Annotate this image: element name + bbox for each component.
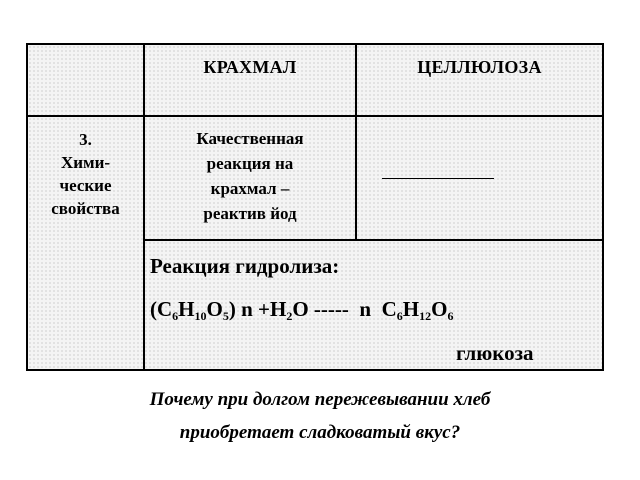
cellulose-blank-line — [382, 178, 494, 179]
header-row-divider — [28, 115, 602, 117]
row-label-line: ческие — [59, 176, 112, 195]
starch-property-line: крахмал – — [210, 179, 290, 198]
starch-property — [145, 126, 355, 226]
question-line-2: приобретает сладковатый вкус? — [179, 422, 461, 443]
header-cellulose: ЦЕЛЛЮЛОЗА — [417, 57, 542, 77]
hydrolysis-row-divider — [143, 239, 602, 241]
hydrolysis-title: Реакция гидролиза: — [150, 254, 340, 278]
row-label-line: Хими- — [60, 153, 111, 172]
header-starch: КРАХМАЛ — [203, 57, 297, 77]
question-line-1: Почему при долгом пережевывании хлеб — [149, 389, 491, 410]
hydrolysis-equation: $(C_6H_{10}O_5)$ $n +H_2O$ ----- n $C_6H_{12}O_6$ — [150, 297, 454, 323]
starch-property-line: реакция на — [206, 154, 294, 173]
starch-property-line: Качественная — [196, 129, 304, 148]
properties-table — [26, 43, 604, 371]
hydrolysis-product: глюкоза — [456, 341, 534, 365]
row-label — [28, 128, 143, 220]
row-label-line: свойства — [51, 199, 120, 218]
starch-property-line: реактив йод — [203, 204, 297, 223]
row-label-line: 3. — [79, 130, 92, 149]
